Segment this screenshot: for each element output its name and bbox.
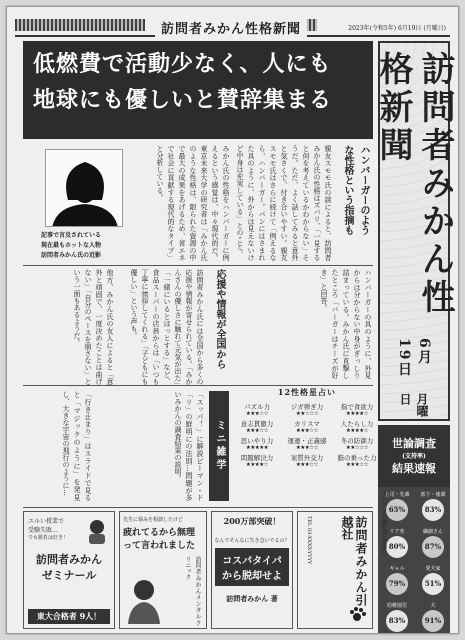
fortune-item-name: 意志貫徹力 (240, 420, 274, 428)
poll-item-value: 83% (422, 499, 444, 521)
person-silhouette-icon (46, 150, 123, 227)
fortune-title: 12性格星占い (277, 387, 337, 397)
poll-item-value: 91% (422, 610, 444, 632)
ad-moving-side: イケメンの都なぜか遠い (380, 489, 387, 555)
poll-item-value: 79% (386, 573, 408, 595)
fortune-item-stars: ★★★☆☆ (245, 428, 269, 434)
fortune-item-name: 冬の防御力 (340, 437, 374, 445)
fortune-item-stars: ★★★☆☆ (345, 462, 369, 468)
poll-item-label: 繊細さん (422, 529, 443, 535)
fortune-item (233, 453, 281, 468)
divider (23, 507, 373, 508)
logo-date: 6月19日 (396, 337, 432, 378)
poll-item-label: 幼稚園児 (386, 603, 407, 609)
logo-title: 訪問者みかん性格新聞 (373, 51, 455, 317)
fortune-item (333, 402, 381, 417)
fortune-item (233, 436, 281, 451)
poll-header (378, 425, 450, 487)
masthead-pattern-left (15, 19, 145, 31)
ad-seminar-mid: 受験失敗… (28, 527, 59, 534)
fortune-item (283, 436, 331, 451)
poll-item-value: 83% (386, 610, 408, 632)
ad-clinic-title-1: 疲れてるから無理 (123, 528, 196, 538)
fortune-item-stars: ★★★★☆ (245, 462, 269, 468)
mini-trivia-body: 「スッパ！」に解説ピーマン・ド「リ」の鮮明にの法則…問題が多いみかんの調査結果の説明。 (174, 391, 204, 501)
fortune-item-name: 指で食欲力 (340, 403, 374, 411)
fortune-item-stars: ★★★☆☆ (245, 411, 269, 417)
fortune-item-name: 案質外交力 (290, 454, 324, 462)
fortune-grid (233, 402, 381, 468)
fortune-item (233, 402, 281, 417)
ad-book (211, 511, 293, 629)
fortune-box (233, 387, 381, 517)
fortune-item-name: カリスマ (294, 420, 320, 428)
fortune-item-stars: ★★★★★ (245, 445, 269, 451)
ad-clinic-side: 訪問者みかんメンタルクリニック (184, 556, 201, 626)
ad-seminar-top: ユルい授業で (28, 518, 65, 525)
poll-item (417, 602, 449, 634)
poll-item (417, 491, 449, 527)
headline-line-1: 低燃費で活動少なく、人にも (33, 52, 332, 77)
fortune-item (283, 453, 331, 468)
logo-weekday: 月曜日 (398, 392, 429, 417)
poll-item-value: 65% (386, 499, 408, 521)
student-icon (86, 518, 108, 544)
ad-book-top: 200万部突破！ (223, 516, 281, 526)
poll-title: 世論調査 (392, 437, 436, 450)
poll-item-label: 犬 (430, 603, 436, 609)
person-photo (45, 149, 123, 227)
poll-subtitle: (支持率) (402, 453, 426, 460)
fortune-item (283, 419, 331, 434)
headline-line-2: 地球にも優しいと賛辞集まる (33, 88, 333, 113)
fortune-item-stars: ★★★☆☆ (295, 428, 319, 434)
fortune-item-stars: ★★★☆☆ (295, 462, 319, 468)
fortune-item-stars: ★★★☆☆ (295, 445, 319, 451)
fortune-item-stars: ★★★★☆ (345, 411, 369, 417)
fortune-item-name: 思いやり力 (240, 437, 274, 445)
article1-body: 親友スモモ氏の談によると、訪問者みかん氏の性格はズバリ、「一見すると何を考えているかわからない」そうだ。ただ、よく話してみると意外と気さくで、付き合いやすい。親友スモモ氏はさらに続けて「例えるなら、ハンバーガー。パンにはさまれた具のように、外からは見えないけど中身は充実している」とのこと。 (236, 145, 332, 261)
ad-moving-tel: TEL 03-XXXX-YYYY (306, 516, 312, 565)
fortune-item-name: ジガ弾ぎ力 (290, 403, 324, 411)
article2-body-2: 他方、みかん氏の友人によると「意外と頑固で、一度決めたことは曲げない」「自分のペースを崩さない」という一面もあるようだ。 (73, 269, 114, 385)
poll-item (417, 528, 449, 564)
masthead-title: 訪問者みかん性格新聞 (155, 18, 307, 37)
ad-seminar-title-1: 訪問者みかん (36, 553, 102, 566)
fortune-item-name: 問題解決力 (240, 454, 274, 462)
divider (23, 265, 373, 266)
poll-item-label: 愛犬家 (425, 566, 441, 572)
paw-icon (348, 606, 366, 622)
mini-trivia-body-2: 「行き止まり」はスライドで見ると「マジックのように」を発見し、大きな宇宙の飛行のように… (62, 391, 92, 501)
article3-body: ハンバーガーの具のように、外見からは分からない中身がぎっしり詰まっている。みかん氏に直撃したところ「バーガーはチーズが好き」と回答。 (320, 269, 372, 379)
mini-trivia-label: ミニ雑学 (209, 391, 229, 501)
poll-item-label: 上司・先輩 (384, 492, 410, 498)
fortune-item-name: 脂の乗った力 (337, 454, 377, 462)
article1-subheading: ハンバーガーのよう な性格という指摘も (342, 145, 369, 235)
article1-body-2: みかん氏の性格をハンバーガーに例えるという感覚は、中々現代的だ。東京未来大学の研究者は「みかん氏のような性格は、限られた資源の中で最大の成果をあげるため、省エネで社会に貢献する現代的なタイプ」と分析している。 (156, 145, 230, 261)
poll-item-label: ギャル (389, 566, 405, 572)
fortune-item-stars: ★★☆☆☆ (345, 445, 369, 451)
ad-book-mid: なんでそんなに生き急いでるの？ (214, 538, 290, 544)
ad-moving-title: 訪問者みかん引越社 (340, 516, 368, 606)
ad-book-author: 訪問者みかん 著 (226, 594, 278, 603)
photo-caption: 記事で言及されている 現在最もホットな人物 訪問者みかん氏の近影 (41, 232, 102, 259)
fortune-item-stars: ★★★★☆ (345, 428, 369, 434)
newspaper-logo (373, 41, 455, 421)
fortune-item (333, 436, 381, 451)
poll-item-label: リア充 (389, 529, 405, 535)
poll-result-title: 結果速報 (392, 462, 436, 475)
ad-seminar-footer: 東大合格者 9人！ (28, 609, 110, 624)
ad-moving (297, 511, 373, 629)
fortune-item-stars: ★★☆☆☆ (295, 411, 319, 417)
ad-seminar (23, 511, 115, 629)
ad-clinic-top: 先生に悩みを相談したけど (123, 517, 184, 523)
ad-seminar-small: でも勝負は好き！ (28, 535, 69, 541)
poll-item-value: 80% (386, 536, 408, 558)
divider (23, 385, 373, 386)
ad-seminar-title-2: ゼミナール (41, 569, 97, 582)
poll-item-value: 51% (422, 573, 444, 595)
fortune-item (333, 419, 381, 434)
article2-body: 訪問者みかん氏には全国から多くの応援や情報が寄せられている。「みかんさんの優しさに触れて元気が出た」「一緒にいるとほっとする」など、食品スーパーの店員からは「いつも丁寧に挨拶してくれる」「子どもにも優しい」という声も。 (130, 269, 204, 385)
ad-book-title-2: から脱却せよ (222, 571, 282, 582)
poll-item (417, 565, 449, 601)
fortune-item (283, 402, 331, 417)
main-headline (23, 41, 373, 139)
newspaper-page (6, 6, 459, 634)
poll-item-label: 部下・後輩 (420, 492, 446, 498)
fortune-item (233, 419, 281, 434)
masthead-bar (15, 15, 450, 37)
fortune-item-name: パズル力 (244, 403, 270, 411)
ad-clinic-title-2: って言われました (123, 541, 196, 551)
ad-book-title-1: コスパタイパ (222, 556, 282, 567)
poll-item-value: 87% (422, 536, 444, 558)
ad-clinic (119, 511, 207, 629)
masthead-date: 2023年(令和5年) 6月19日 (月曜日) (348, 25, 446, 32)
doctor-icon (124, 574, 164, 624)
fortune-item (333, 453, 381, 468)
article2-subheading: 応援や情報が全国から (214, 269, 225, 369)
fortune-item-name: 人たらし力 (340, 420, 374, 428)
fortune-item-name: 運運・正義感 (287, 437, 327, 445)
